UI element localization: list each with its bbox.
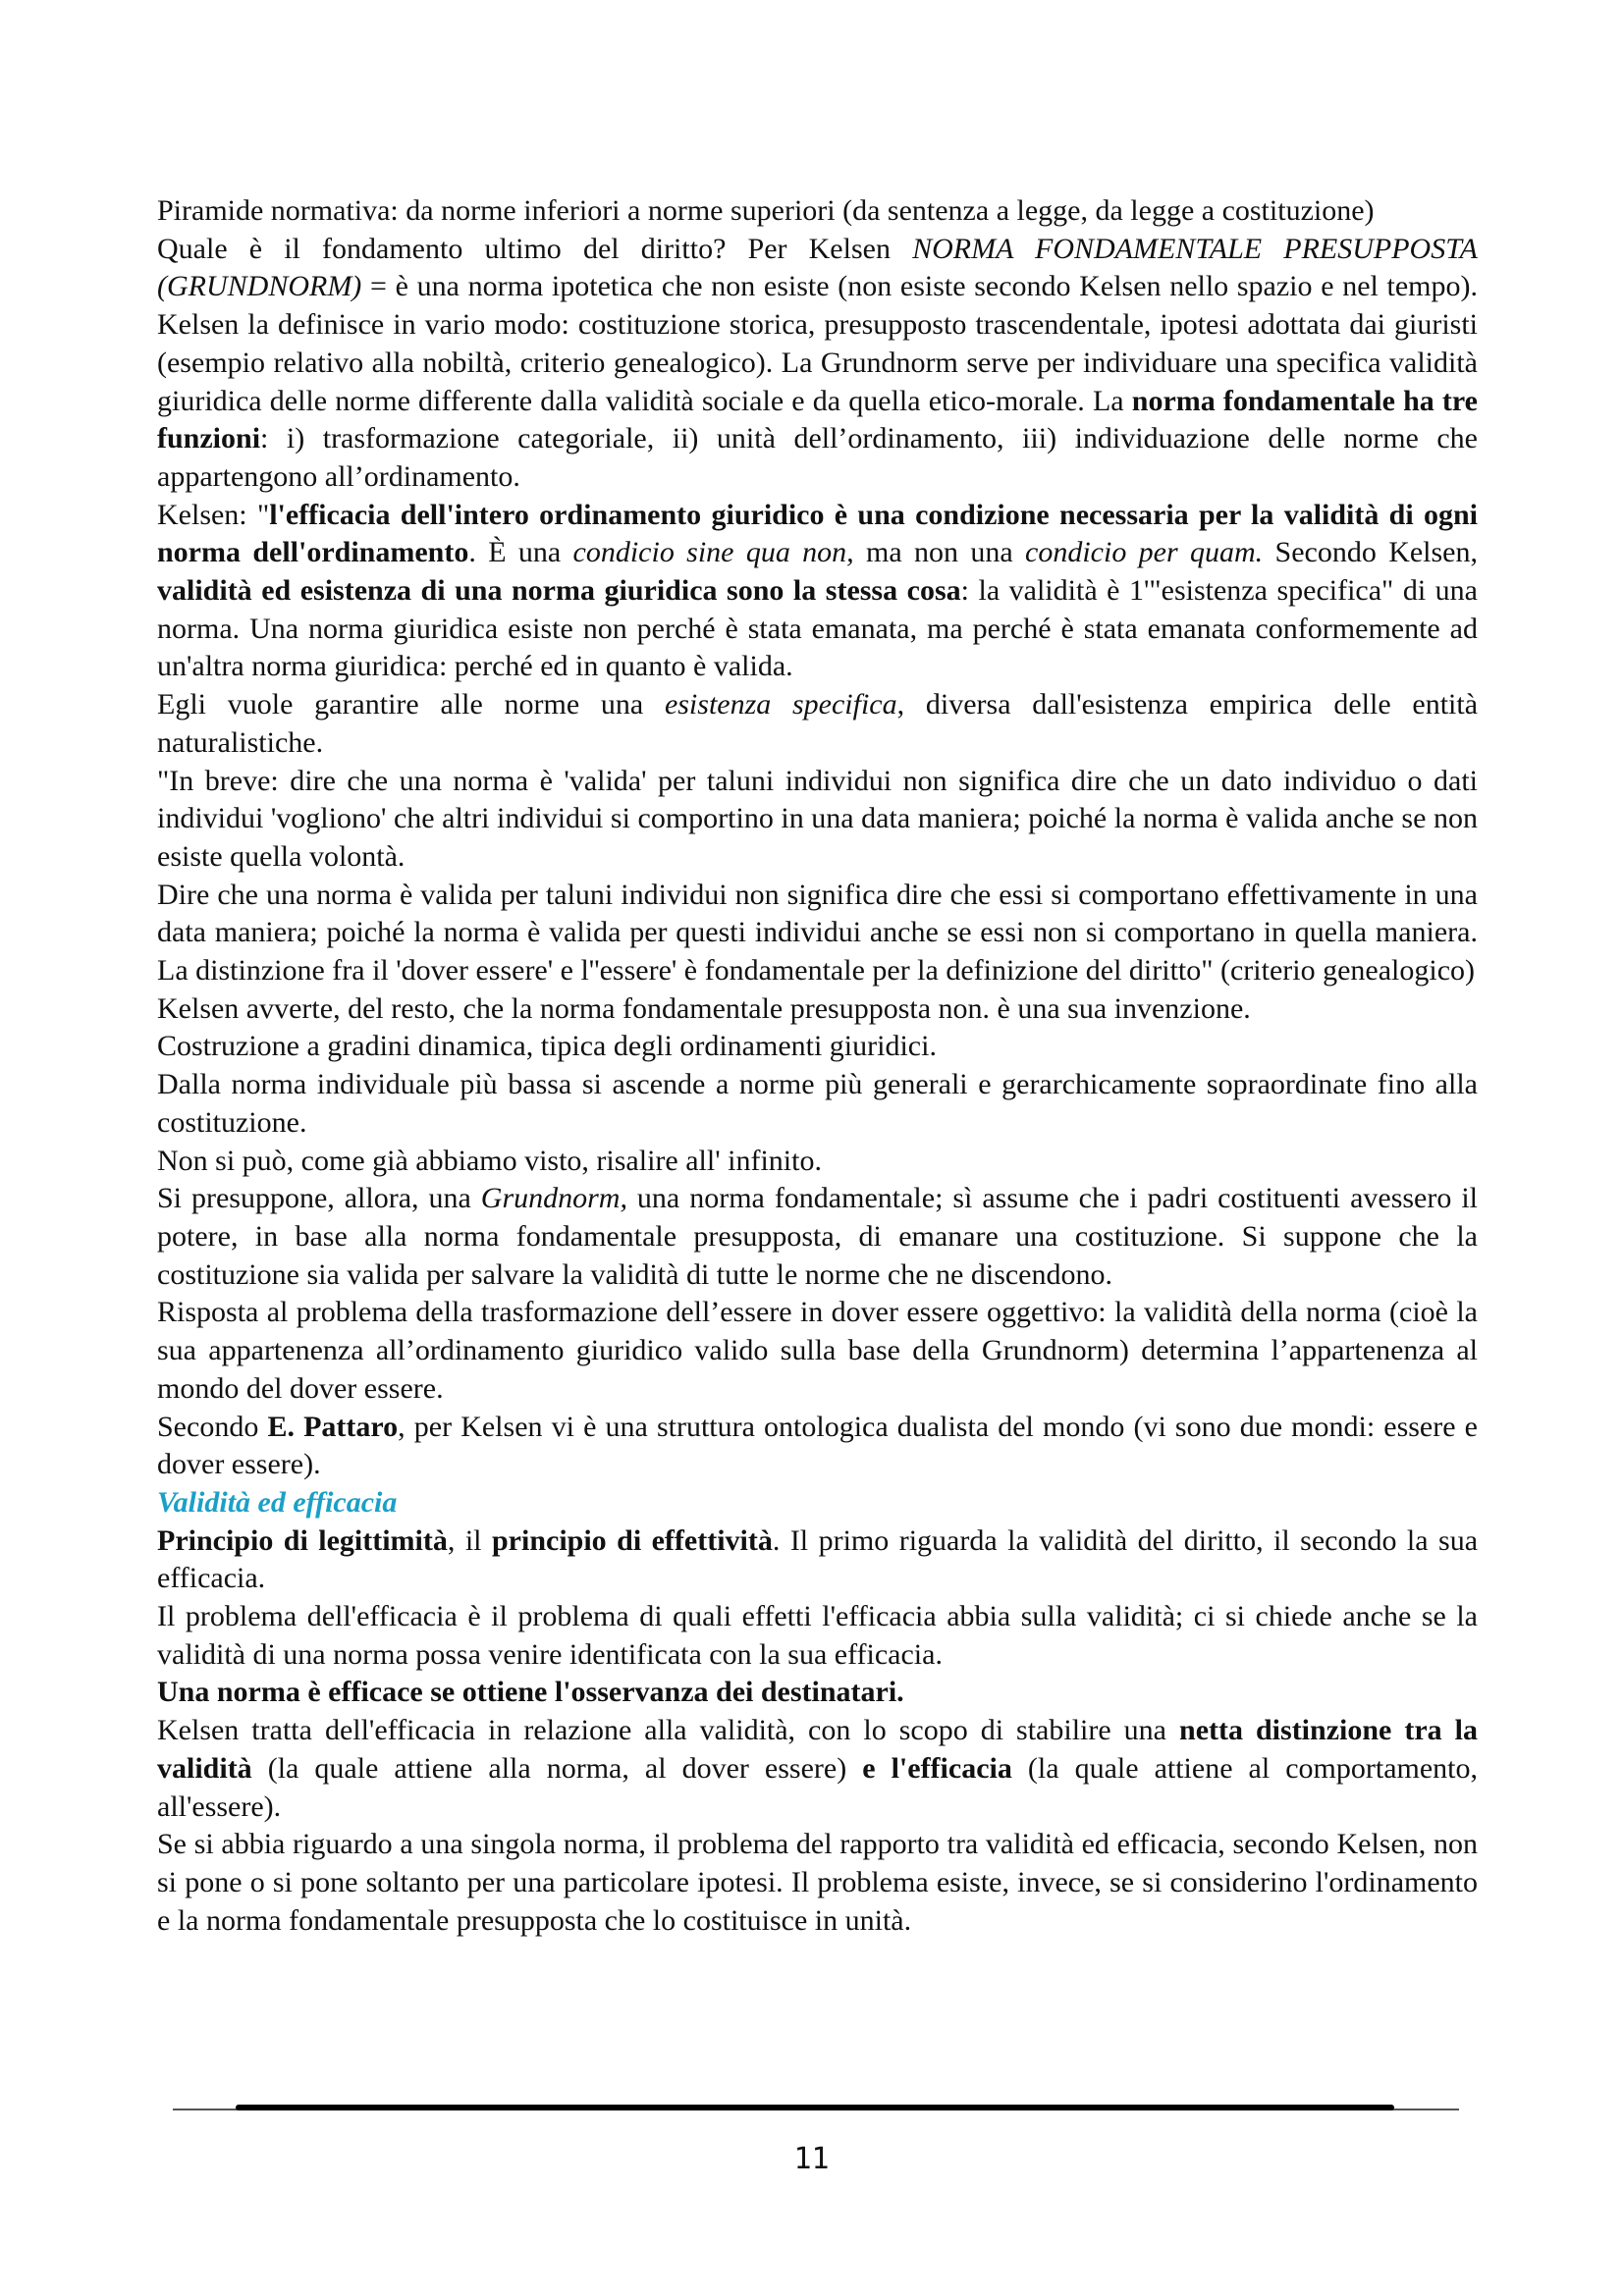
section-heading: Validità ed efficacia (157, 1485, 398, 1519)
text-run: (la quale attiene al comportamento, all'essere). (157, 1751, 1479, 1823)
text-run: . Il primo riguarda la validità del diritto, il secondo la sua efficacia. (157, 1523, 1479, 1595)
paragraph (157, 1028, 1478, 1066)
footer-divider-thick (236, 2105, 1394, 2110)
bold-text: netta distinzione tra la validità (157, 1714, 1478, 1785)
text-run: Secondo (157, 1410, 268, 1443)
text-run: , il (447, 1523, 492, 1557)
page-number: 11 (793, 2142, 830, 2176)
text-run: una norma fondamentale; sì assume che i padri costituenti avessero il potere, in base alla norma fondamentale presupposta, di emanare una costituzione. Si suppone che la costituzione sia valida per salvare la validità di tutte le norme che ne discendono. (157, 1182, 1478, 1291)
text-run: Kelsen: " (157, 498, 270, 531)
paragraph (157, 497, 1478, 687)
text-run: Si presuppone, allora, una (157, 1182, 481, 1215)
bold-text: E. Pattaro (267, 1410, 399, 1443)
bold-text: norma fondamentale ha tre funzioni (157, 384, 1478, 455)
text-run: : la validità è 1'"esistenza specifica" di una norma. Una norma giuridica esiste non perché è stata emanata, ma perché è stata emanata conformemente ad un'altra norma giuridica: perché ed in quanto è valida. (157, 574, 1478, 683)
paragraph (157, 1409, 1478, 1484)
bold-text: e l'efficacia (862, 1751, 1012, 1785)
text-run: (la quale attiene alla norma, al dover essere) (251, 1751, 863, 1785)
paragraph (157, 1674, 1478, 1712)
text-run: . È una (468, 536, 573, 569)
paragraph (157, 1180, 1478, 1294)
text-run: = è una norma ipotetica che non esiste (non esiste secondo Kelsen nello spazio e nel tempo). Kelsen la definisce in vario modo: costituzione storica, presupposto trascendentale, ipotesi adottata dai giuristi (esempio relativo alla nobiltà, criterio genealogico). La Grundnorm serve per individuare una specifica validità giuridica delle norme differente dalla validità sociale e da quella etico-morale. La (157, 270, 1478, 417)
paragraph (157, 686, 1478, 762)
italic-text: Grundnorm, (480, 1182, 627, 1215)
text-run: Kelsen avverte, del resto, che la norma fondamentale presupposta non. è una sua invenzione. (157, 991, 1251, 1025)
text-run: Costruzione a gradini dinamica, tipica degli ordinamenti giuridici. (157, 1030, 937, 1063)
text-run: Se si abbia riguardo a una singola norma, il problema del rapporto tra validità ed efficacia, secondo Kelsen, non si pone o si pone soltanto per una particolare ipotesi. Il problema esiste, invece, se si considerino l'ordinamento e la norma fondamentale presupposta che lo costituisce in unità. (157, 1828, 1478, 1937)
text-run: Dire che una norma è valida per taluni individui non significa dire che essi si comportano effettivamente in una data maniera; poiché la norma è valida per questi individui anche se essi non si comportano in quella maniera. La distinzione fra il 'dover essere' e l''essere' è fondamentale per la definizione del diritto" (criterio genealogico) (157, 878, 1478, 988)
italic-text: NORMA FONDAMENTALE PRESUPPOSTA (GRUNDNORM) (157, 232, 1478, 303)
bold-text: l'efficacia dell'intero ordinamento giuridico è una condizione necessaria per la validità di ogni norma dell'ordinamento (157, 498, 1479, 569)
document-body (157, 192, 1478, 1940)
paragraph (157, 1712, 1478, 1826)
paragraph (157, 1294, 1478, 1408)
paragraph (157, 192, 1478, 231)
paragraph (157, 1066, 1478, 1142)
italic-text: condicio sine qua non, (572, 536, 854, 569)
bold-text: Una norma è efficace se ottiene l'osservanza dei destinatari. (157, 1676, 904, 1709)
text-run: ma non una (853, 536, 1026, 569)
paragraph (157, 990, 1478, 1029)
bold-text: principio di effettività (491, 1523, 773, 1557)
paragraph (157, 877, 1478, 990)
paragraph (157, 231, 1478, 497)
text-run: , diversa dall'esistenza empirica delle entità naturalistiche. (157, 688, 1479, 759)
paragraph (157, 1484, 1478, 1522)
text-run: Kelsen tratta dell'efficacia in relazione alla validità, con lo scopo di stabilire una (157, 1714, 1180, 1747)
text-run: Quale è il fondamento ultimo del diritto? Per Kelsen (157, 232, 913, 265)
text-run: Risposta al problema della trasformazione dell’essere in dover essere oggettivo: la validità della norma (cioè la sua appartenenza all’ordinamento giuridico valido sulla base della Grundnorm) determina l’appartenenza al mondo del dover essere. (157, 1296, 1478, 1405)
text-run: Egli vuole garantire alle norme una (157, 688, 665, 721)
text-run: Secondo Kelsen, (1263, 536, 1478, 569)
italic-text: esistenza specifica (664, 688, 897, 721)
text-run: Il problema dell'efficacia è il problema di quali effetti l'efficacia abbia sulla validità; ci si chiede anche se la validità di una norma possa venire identificata con la sua efficacia. (157, 1600, 1478, 1671)
text-run: "In breve: dire che una norma è 'valida' per taluni individui non significa dire che un dato individuo o dati individui 'vogliono' che altri individui si comportino in una data maniera; poiché la norma è valida anche se non esiste quella volontà. (157, 764, 1478, 873)
bold-text: Principio di legittimità (157, 1523, 448, 1557)
text-run: Dalla norma individuale più bassa si ascende a norme più generali e gerarchicamente sopraordinate fino alla costituzione. (157, 1068, 1478, 1139)
text-run: , per Kelsen vi è una struttura ontologica dualista del mondo (vi sono due mondi: essere e dover essere). (157, 1410, 1478, 1481)
paragraph (157, 1598, 1478, 1674)
text-run: : i) trasformazione categoriale, ii) unità dell’ordinamento, iii) individuazione delle norme che appartengono all’ordinamento. (157, 422, 1478, 493)
paragraph (157, 1826, 1478, 1940)
text-run: Non si può, come già abbiamo visto, risalire all' infinito. (157, 1144, 822, 1177)
text-run: Piramide normativa: da norme inferiori a norme superiori (da sentenza a legge, da legge a costituzione) (157, 194, 1375, 227)
paragraph (157, 1522, 1478, 1598)
paragraph (157, 763, 1478, 877)
paragraph (157, 1143, 1478, 1181)
bold-text: validità ed esistenza di una norma giuridica sono la stessa cosa (157, 574, 961, 608)
italic-text: condicio per quam. (1025, 536, 1264, 569)
